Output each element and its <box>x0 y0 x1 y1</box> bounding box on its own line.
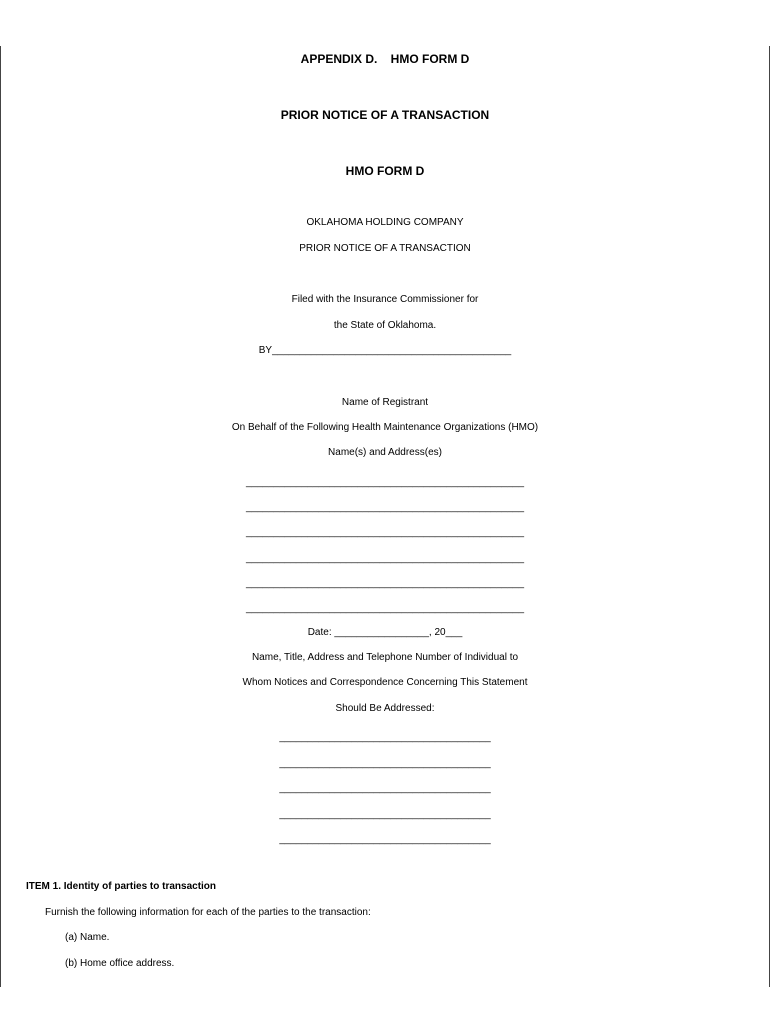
item1-instruction: Furnish the following information for each of the parties to the transaction: <box>45 907 371 918</box>
contact-line-2: Whom Notices and Correspondence Concerning This Statement <box>242 677 528 688</box>
registrant-label: Name of Registrant <box>341 397 429 408</box>
contact-blank-line: ______________________________________ <box>279 834 491 845</box>
company-line: OKLAHOMA HOLDING COMPANY <box>306 217 464 228</box>
names-addresses-label: Name(s) and Address(es) <box>328 447 442 458</box>
contact-blank-line: ______________________________________ <box>279 758 491 769</box>
filed-line-2: the State of Oklahoma. <box>333 320 437 331</box>
item1-heading: ITEM 1. Identity of parties to transaction <box>26 881 217 892</box>
contact-line-3: Should Be Addressed: <box>335 703 435 714</box>
notice-subtitle: PRIOR NOTICE OF A TRANSACTION <box>299 243 471 254</box>
hmo-blank-line: __________________________________________________ <box>245 578 525 589</box>
hmo-blank-line: __________________________________________________ <box>245 502 525 513</box>
filed-line-1: Filed with the Insurance Commissioner for <box>291 294 479 305</box>
contact-line-1: Name, Title, Address and Telephone Number of Individual to <box>251 652 519 663</box>
form-title: HMO FORM D <box>345 164 425 178</box>
contact-blank-line: ______________________________________ <box>279 809 491 820</box>
hmo-blank-line: __________________________________________________ <box>245 553 525 564</box>
date-line: Date: _________________, 20___ <box>307 627 463 638</box>
appendix-title: APPENDIX D. HMO FORM D <box>300 52 470 66</box>
behalf-line: On Behalf of the Following Health Maintenance Organizations (HMO) <box>231 422 539 433</box>
item1-a: (a) Name. <box>65 932 110 943</box>
hmo-blank-line: __________________________________________________ <box>245 477 525 488</box>
contact-blank-line: ______________________________________ <box>279 732 491 743</box>
item1-b: (b) Home office address. <box>65 958 175 969</box>
contact-blank-line: ______________________________________ <box>279 783 491 794</box>
hmo-blank-line: __________________________________________________ <box>245 527 525 538</box>
by-signature-line: BY___________________________________________ <box>258 345 512 356</box>
notice-title: PRIOR NOTICE OF A TRANSACTION <box>280 108 490 122</box>
hmo-blank-line: __________________________________________________ <box>245 603 525 614</box>
